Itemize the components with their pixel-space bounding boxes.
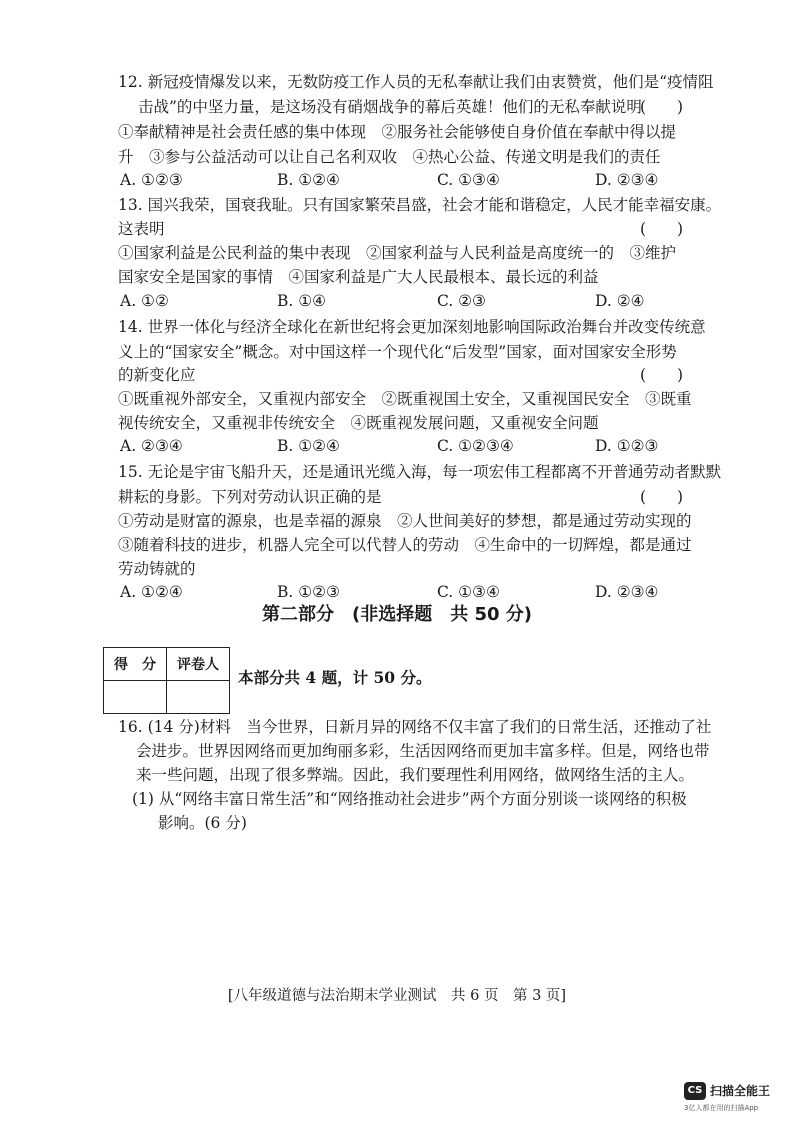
q16-line-2: 会进步。世界因网络而更加绚丽多彩，生活因网络而更加丰富多样。但是，网络也带 (136, 742, 710, 760)
q15-line-5: 劳动铸就的 (118, 560, 196, 578)
q14-option-b: B. ①②④ (277, 437, 340, 455)
q15-option-a: A. ①②④ (120, 583, 183, 601)
q14-line-1: 14. 世界一体化与经济全球化在新世纪将会更加深刻地影响国际政治舞台并改变传统意 (118, 318, 706, 336)
q14-line-4: ①既重视外部安全，又重视内部安全 ②既重视国土安全，又重视国民安全 ③既重 (118, 390, 692, 408)
q12-option-d: D. ②③④ (595, 171, 659, 189)
q15-option-d: D. ②③④ (595, 583, 659, 601)
q13-option-b: B. ①④ (277, 292, 327, 310)
score-cell-points[interactable] (104, 681, 167, 714)
q12-answer-paren: ( ) (640, 98, 684, 116)
q14-line-5: 视传统安全，又重视非传统安全 ④既重视发展问题，又重视安全问题 (118, 414, 599, 432)
q13-line-2: 这表明 (118, 220, 165, 238)
q12-line-4: 升 ③参与公益活动可以让自己名利双收 ④热心公益、传递文明是我们的责任 (118, 148, 661, 166)
score-cell-grader[interactable] (167, 681, 230, 714)
q12-option-c: C. ①③④ (437, 171, 500, 189)
q14-option-c: C. ①②③④ (437, 437, 514, 455)
section-note: 本部分共 4 题，计 50 分。 (238, 668, 432, 687)
q14-option-d: D. ①②③ (595, 437, 659, 455)
q12-line-1: 12. 新冠疫情爆发以来，无数防疫工作人员的无私奉献让我们由衷赞赏，他们是“疫情阻 (118, 73, 714, 91)
q13-answer-paren: ( ) (640, 220, 684, 238)
score-table (103, 647, 230, 714)
q13-line-1: 13. 国兴我荣，国衰我耻。只有国家繁荣昌盛，社会才能和谐稳定，人民才能幸福安康。 (118, 196, 722, 214)
page-footer: [八年级道德与法治期末学业测试 共 6 页 第 3 页] (227, 988, 567, 1004)
q13-line-3: ①国家利益是公民利益的集中表现 ②国家利益与人民利益是高度统一的 ③维护 (118, 244, 677, 262)
q15-line-4: ③随着科技的进步，机器人完全可以代替人的劳动 ④生命中的一切辉煌，都是通过 (118, 536, 692, 554)
q16-line-1: 16. (14 分)材料 当今世界，日新月异的网络不仅丰富了我们的日常生活，还推动了社 (118, 718, 712, 736)
q15-option-c: C. ①③④ (437, 583, 500, 601)
scanner-app-tagline: 3亿人都在用的扫描App (684, 1104, 759, 1112)
q15-answer-paren: ( ) (640, 488, 684, 506)
q15-option-b: B. ①②③ (277, 583, 340, 601)
q12-line-2: 击战”的中坚力量，是这场没有硝烟战争的幕后英雄！他们的无私奉献说明 (138, 98, 642, 116)
q13-line-4: 国家安全是国家的事情 ④国家利益是广大人民最根本、最长远的利益 (118, 268, 599, 286)
q16-line-3: 来一些问题，出现了很多弊端。因此，我们要理性利用网络，做网络生活的主人。 (136, 766, 695, 784)
scanner-app-name: 扫描全能王 (710, 1084, 771, 1098)
q15-line-2: 耕耘的身影。下列对劳动认识正确的是 (118, 488, 382, 506)
q13-option-a: A. ①② (120, 292, 169, 310)
q12-option-a: A. ①②③ (120, 171, 183, 189)
q14-line-3: 的新变化应 (118, 366, 196, 384)
q12-option-b: B. ①②④ (277, 171, 340, 189)
q12-line-3: ①奉献精神是社会责任感的集中体现 ②服务社会能够使自身价值在奉献中得以提 (118, 123, 677, 141)
q15-line-3: ①劳动是财富的源泉，也是幸福的源泉 ②人世间美好的梦想，都是通过劳动实现的 (118, 512, 692, 530)
score-header-grader: 评卷人 (167, 648, 230, 681)
q13-option-c: C. ②③ (437, 292, 486, 310)
q15-line-1: 15. 无论是宇宙飞船升天，还是通讯光缆入海，每一项宏伟工程都离不开普通劳动者默默 (118, 463, 722, 481)
section-two-title: 第二部分 (非选择题 共 50 分) (261, 604, 533, 625)
scanner-watermark (684, 1080, 788, 1120)
q14-line-2: 义上的“国家安全”概念。对中国这样一个现代化“后发型”国家，面对国家安全形势 (118, 343, 677, 361)
scanner-logo-icon: CS (684, 1082, 706, 1100)
q13-option-d: D. ②④ (595, 292, 645, 310)
score-header-points: 得 分 (104, 648, 167, 681)
q14-option-a: A. ②③④ (120, 437, 183, 455)
q16-subq1-line-2: 影响。(6 分) (158, 814, 247, 832)
q14-answer-paren: ( ) (640, 366, 684, 384)
q16-subq1-line-1: (1) 从“网络丰富日常生活”和“网络推动社会进步”两个方面分别谈一谈网络的积极 (132, 790, 687, 808)
